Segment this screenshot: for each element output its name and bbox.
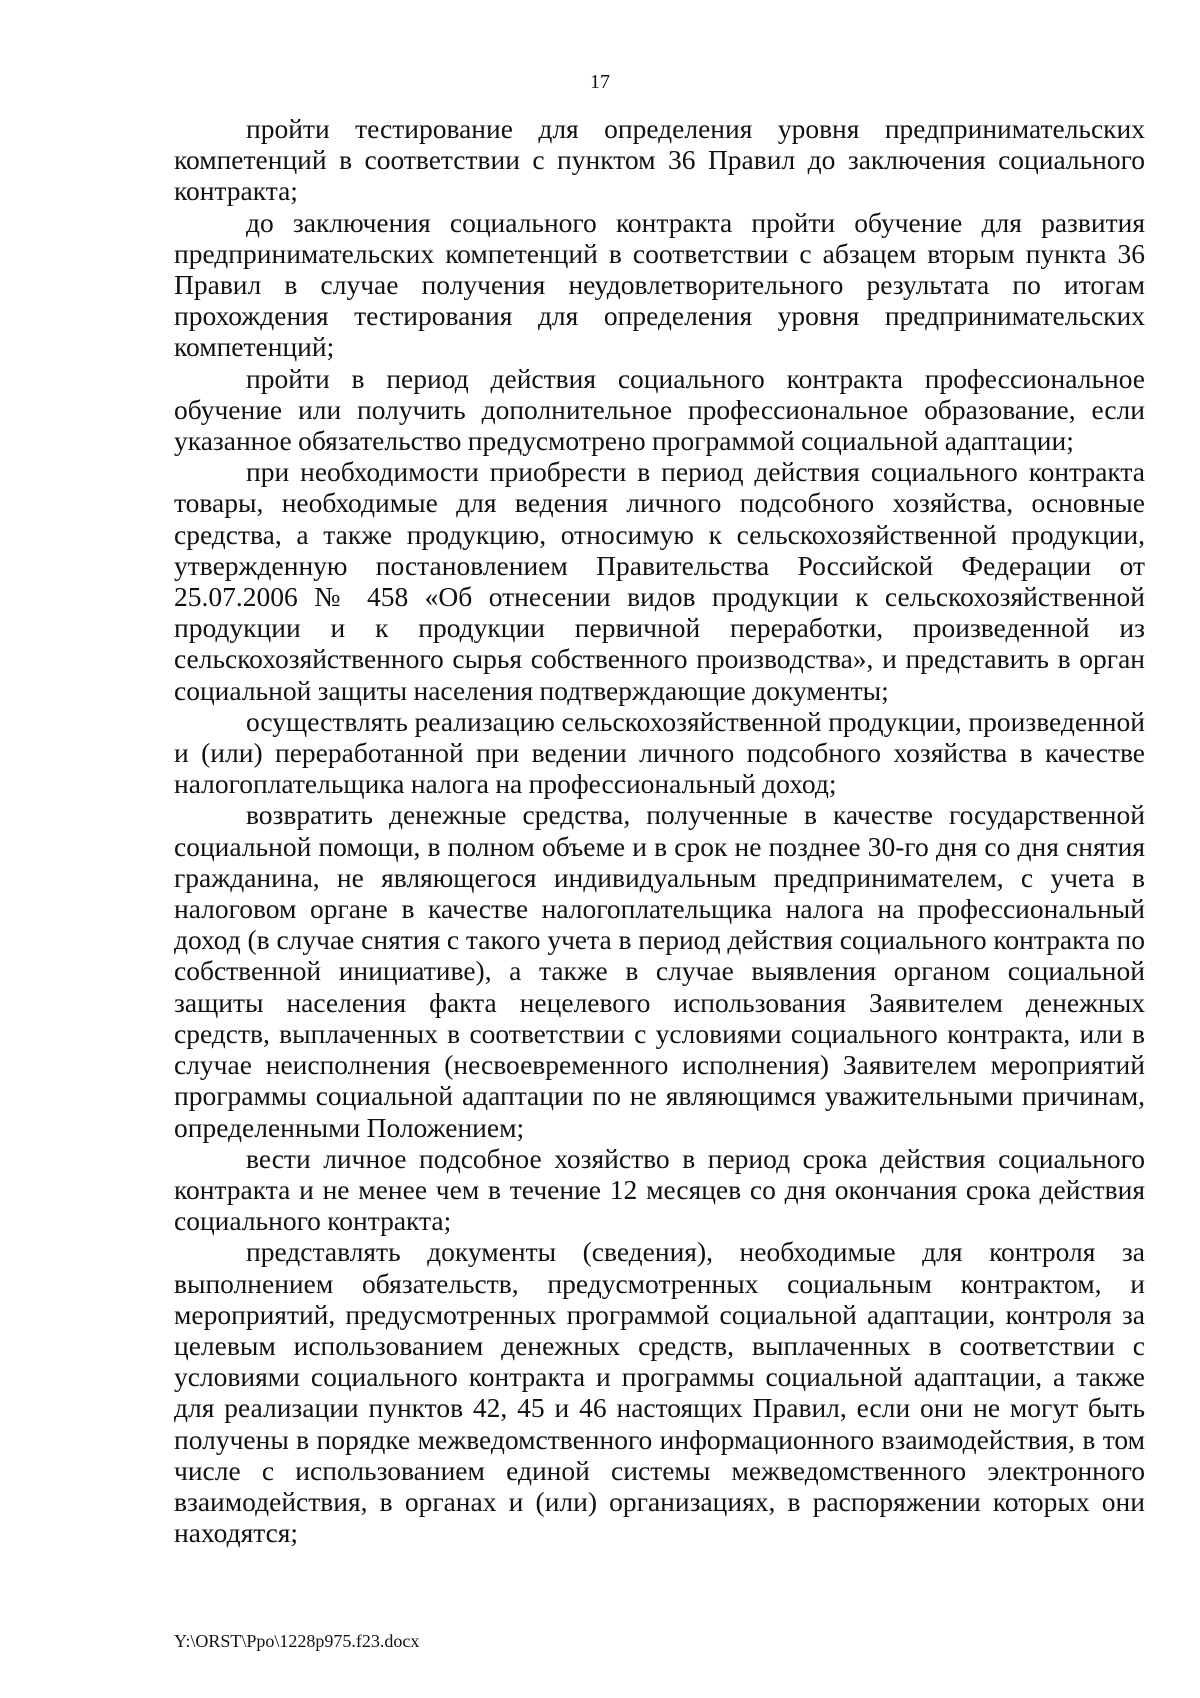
paragraph-run-household: вести личное подсобное хозяйство в период срока действия социального контракта и не менее чем в течение 12 месяцев со дня окончания срока действия социального контракта;: [174, 1142, 1145, 1237]
paragraph-return-funds: возвратить денежные средства, полученные в качестве государственной социальной помощи, в полном объеме и в срок не позднее 30-го дня со дня снятия гражданина, не являющегося индивидуальным предпринимателем, с учета в налоговом органе в качестве налогоплательщика налога на профессиональный доход (в случае снятия с такого учета в период действия социального контракта по собственной инициативе), а также в случае выявления органом социальной защиты населения факта нецелевого использования Заявителем денежных средств, выплаченных в соответствии с условиями социального контракта, или в случае неисполнения (несвоевременного исполнения) Заявителем мероприятий программы социальной адаптации по не являющимся уважительными причинам, определенными Положением;: [174, 799, 1145, 1143]
paragraph-testing: пройти тестирование для определения уровня предпринимательских компетенций в соответствии с пунктом 36 Правил до заключения социального контракта;: [174, 113, 1145, 207]
paragraph-training: до заключения социального контракта пройти обучение для развития предпринимательских компетенций в соответствии с абзацем вторым пункта 36 Правил в случае получения неудовлетворительного результата по итогам прохождения тестирования для определения уровня предпринимательских компетенций;: [174, 206, 1145, 363]
document-body: [174, 113, 1145, 1548]
paragraph-sell-produce: осуществлять реализацию сельскохозяйственной продукции, произведенной и (или) переработанной при ведении личного подсобного хозяйства в качестве налогоплательщика налога на профессиональный доход;: [174, 705, 1145, 800]
footer-file-path: Y:\ORST\Ppo\1228p975.f23.docx: [174, 1631, 420, 1651]
paragraph-submit-documents: представлять документы (сведения), необходимые для контроля за выполнением обязательств, предусмотренных социальным контрактом, и мероприятий, предусмотренных программой социальной адаптации, контроля за целевым использованием денежных средств, выплаченных в соответствии с условиями социального контракта и программы социальной адаптации, а также для реализации пунктов 42, 45 и 46 настоящих Правил, если они не могут быть получены в порядке межведомственного информационного взаимодействия, в том числе с использованием единой системы межведомственного электронного взаимодействия, в органах и (или) организациях, в распоряжении которых они находятся;: [174, 1236, 1145, 1549]
page-number: 17: [590, 71, 610, 93]
paragraph-purchase-goods: при необходимости приобрести в период действия социального контракта товары, необходимые для ведения личного подсобного хозяйства, основные средства, а также продукцию, относимую к сельскохозяйственной продукции, утвержденную постановлением Правительства Российской Федерации от 25.07.2006 № 458 «Об отнесении видов продукции к сельскохозяйственной продукции и к продукции первичной переработки, произведенной из сельскохозяйственного сырья собственного производства», и представить в орган социальной защиты населения подтверждающие документы;: [174, 456, 1145, 706]
paragraph-professional-education: пройти в период действия социального контракта профессиональное обучение или получить дополнительное профессиональное образование, если указанное обязательство предусмотрено программой социальной адаптации;: [174, 362, 1145, 457]
